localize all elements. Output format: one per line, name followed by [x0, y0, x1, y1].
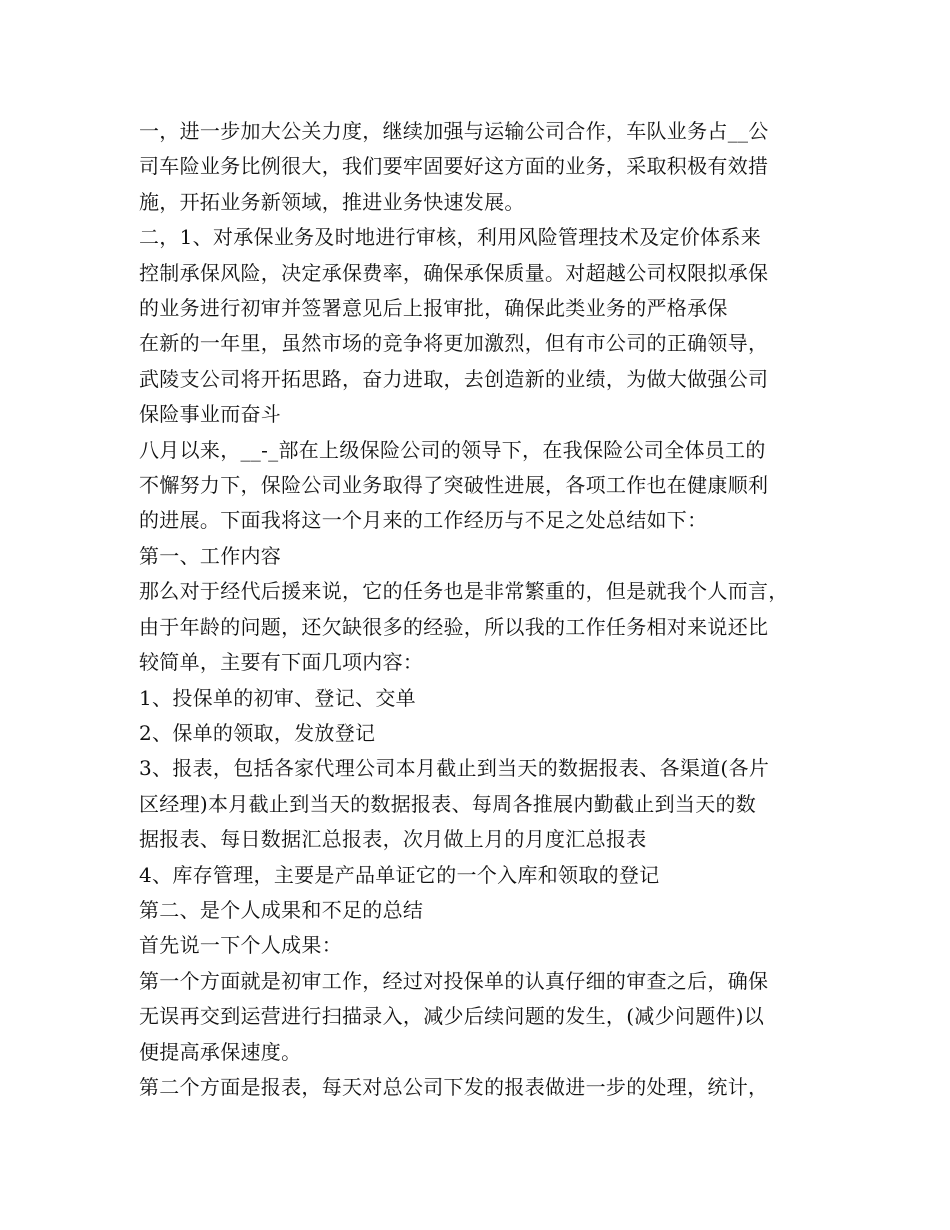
text-line: 武陵支公司将开拓思路，奋力进取，去创造新的业绩，为做大做强公司	[139, 366, 769, 391]
text-line: 便提高承保速度。	[139, 1039, 302, 1064]
text-line: 的进展。下面我将这一个月来的工作经历与不足之处总结如下：	[139, 508, 708, 533]
text-line: 八月以来，__-_部在上级保险公司的领导下，在我保险公司全体员工的	[139, 437, 766, 462]
text-line: 无误再交到运营进行扫描录入，减少后续问题的发生，(减少问题件)以	[139, 1004, 765, 1029]
text-line: 一，进一步加大公关力度，继续加强与运输公司合作，车队业务占__公	[139, 119, 769, 143]
text-line: 二，1、对承保业务及时地进行审核，利用风险管理技术及定价体系来	[139, 225, 762, 250]
text-line: 的业务进行初审并签署意见后上报审批，确保此类业务的严格承保	[139, 296, 728, 321]
text-line: 首先说一下个人成果：	[139, 933, 342, 958]
text-line: 第二个方面是报表，每天对总公司下发的报表做进一步的处理，统计，	[139, 1074, 769, 1099]
text-line: 保险事业而奋斗	[139, 402, 282, 427]
text-line: 区经理)本月截止到当天的数据报表、每周各推展内勤截止到当天的数	[139, 791, 757, 816]
text-line: 第一个方面就是初审工作，经过对投保单的认真仔细的审查之后，确保	[139, 968, 769, 993]
text-line: 在新的一年里，虽然市场的竞争将更加激烈，但有市公司的正确领导，	[139, 331, 769, 356]
list-item: 4、库存管理，主要是产品单证它的一个入库和领取的登记	[139, 862, 660, 887]
text-line: 较简单，主要有下面几项内容：	[139, 650, 424, 675]
list-item: 1、投保单的初审、登记、交单	[139, 685, 416, 710]
list-item: 3、报表，包括各家代理公司本月截止到当天的数据报表、各渠道(各片	[139, 756, 770, 781]
document-body	[139, 114, 829, 1105]
section-heading: 第一、工作内容	[139, 543, 282, 568]
text-line: 司车险业务比例很大，我们要牢固要好这方面的业务，采取积极有效措	[139, 154, 769, 179]
text-line: 不懈努力下，保险公司业务取得了突破性进展，各项工作也在健康顺利	[139, 473, 769, 498]
list-item: 2、保单的领取，发放登记	[139, 720, 376, 745]
text-line: 施，开拓业务新领域，推进业务快速发展。	[139, 189, 525, 214]
text-line: 那么对于经代后援来说，它的任务也是非常繁重的，但是就我个人而言，	[139, 579, 789, 604]
text-line: 据报表、每日数据汇总报表，次月做上月的月度汇总报表	[139, 827, 647, 852]
text-line: 控制承保风险，决定承保费率，确保承保质量。对超越公司权限拟承保	[139, 260, 769, 285]
section-heading: 第二、是个人成果和不足的总结	[139, 897, 424, 922]
text-line: 由于年龄的问题，还欠缺很多的经验，所以我的工作任务相对来说还比	[139, 614, 769, 639]
